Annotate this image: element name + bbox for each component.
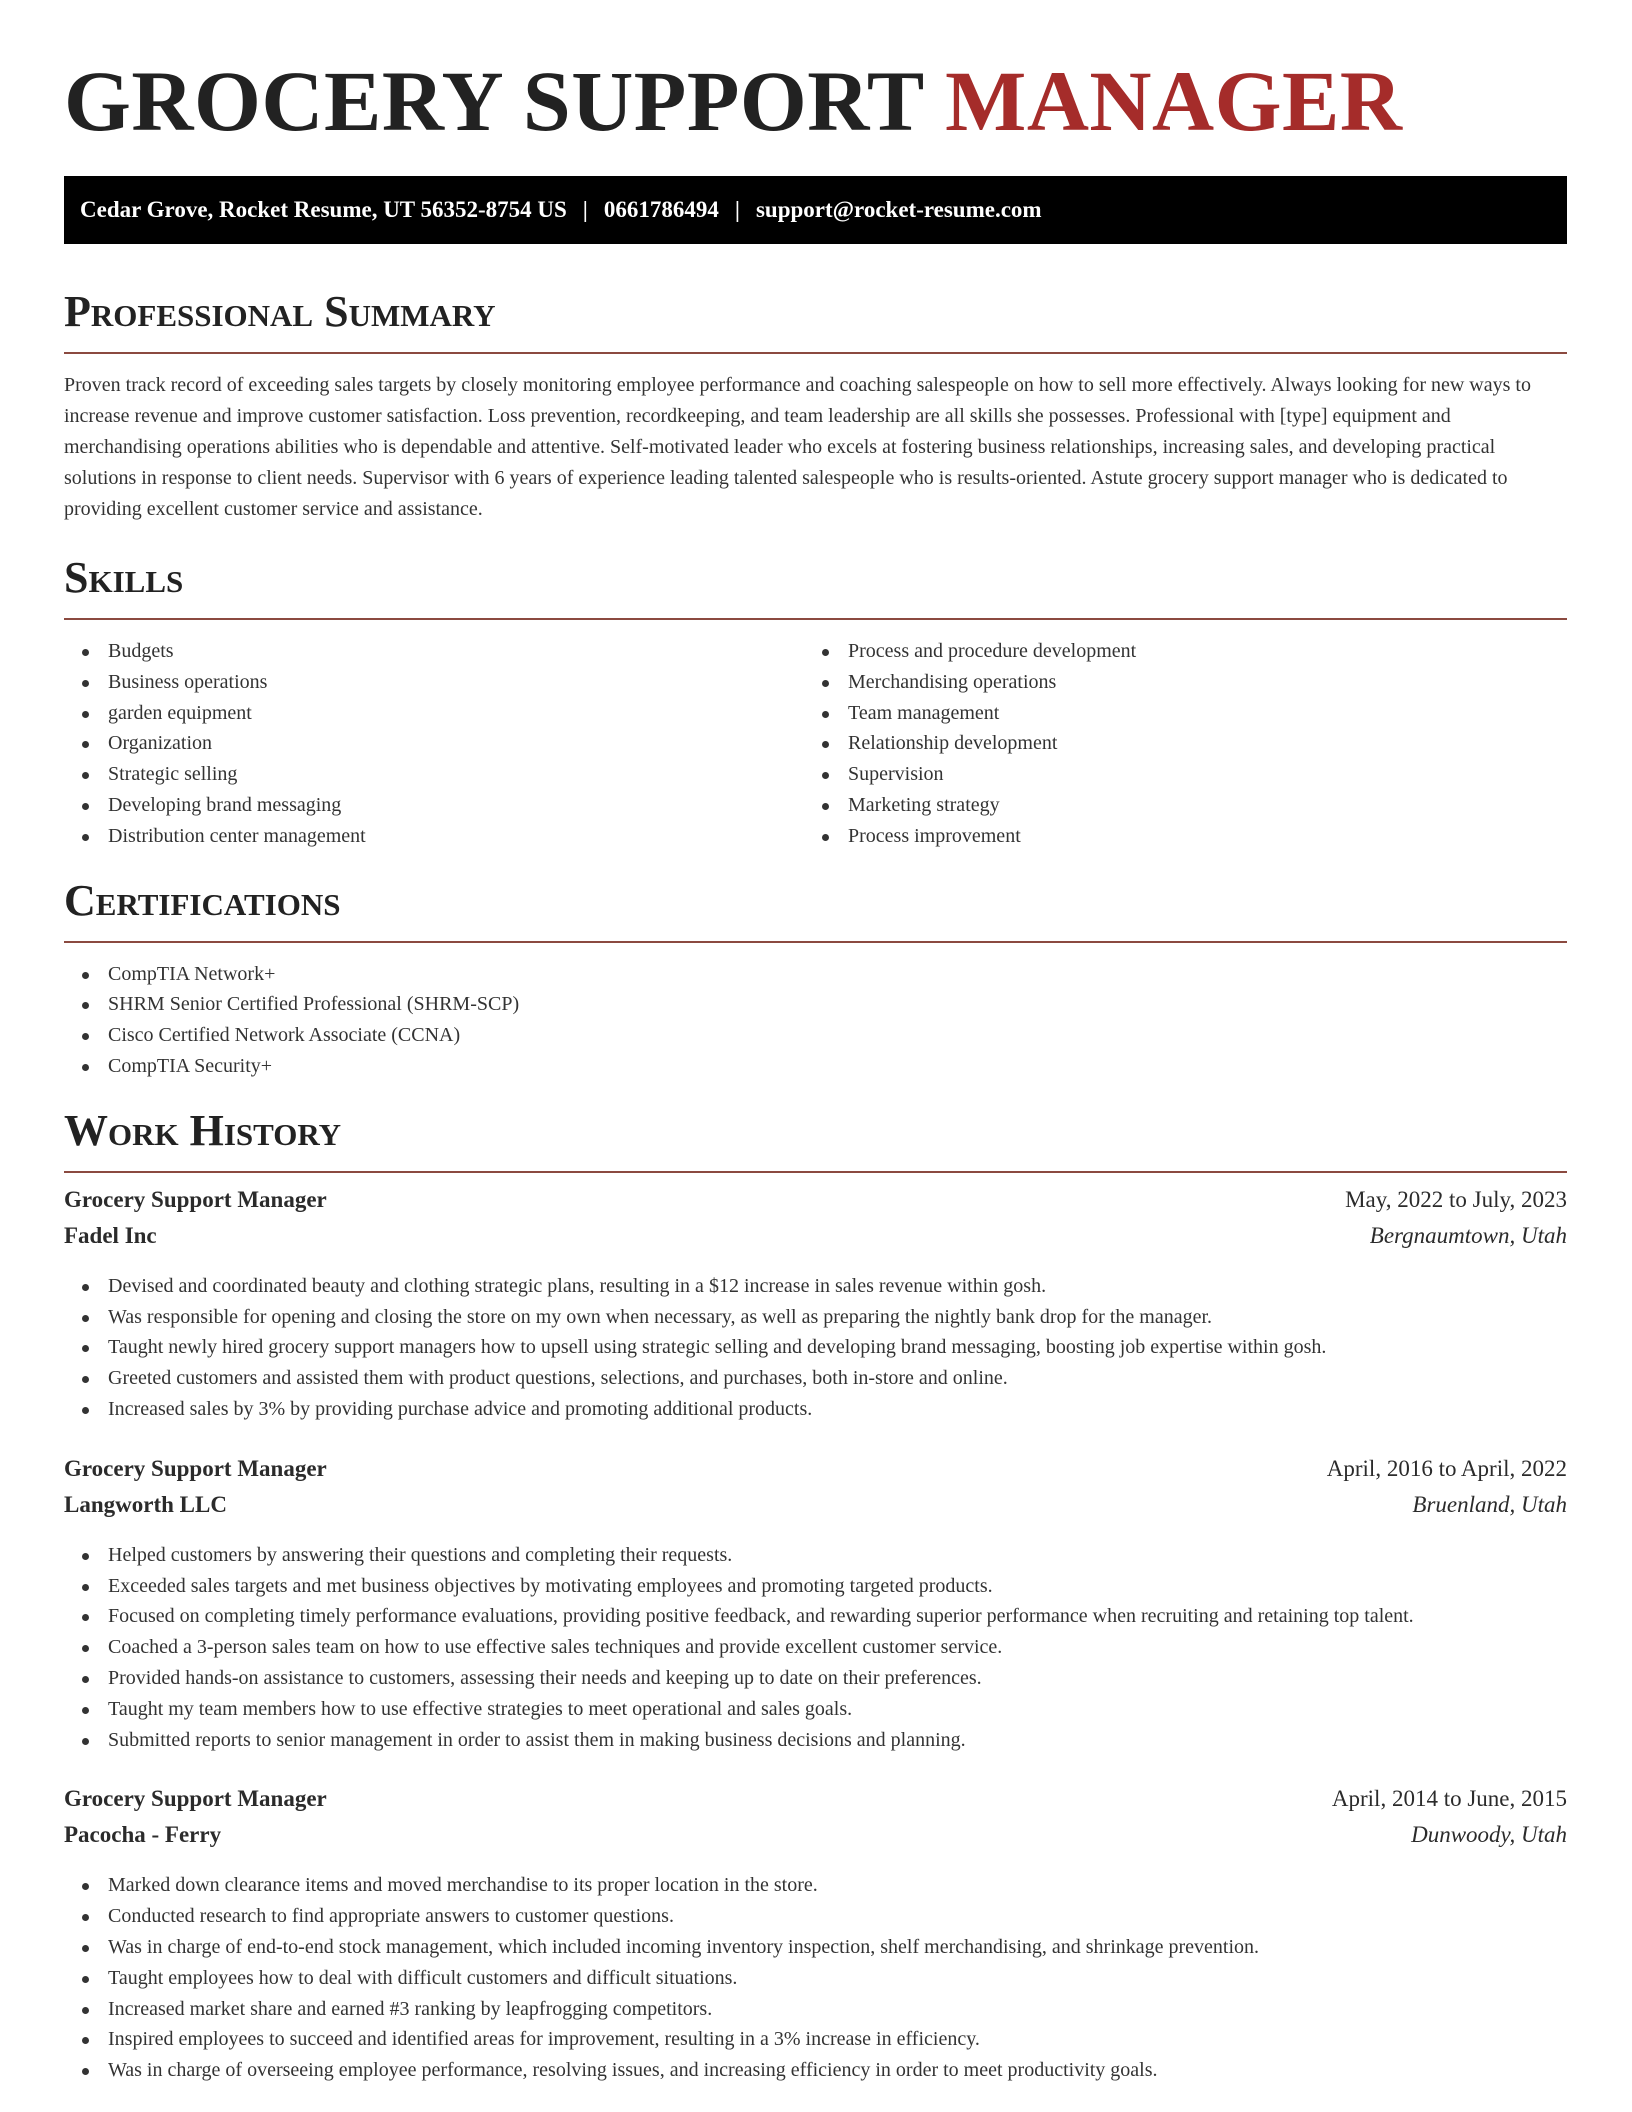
- summary-section: [64, 287, 1567, 525]
- job-bullets: [64, 1271, 1567, 1425]
- job-header-row: [64, 1786, 1567, 1822]
- job-bullet: Marked down clearance items and moved merchandise to its proper location in the store.: [64, 1870, 1567, 1901]
- job-bullets: [64, 1870, 1567, 2086]
- job-company: Fadel Inc: [64, 1222, 157, 1248]
- certification-item: CompTIA Security+: [64, 1051, 1567, 1082]
- skills-grid: [64, 636, 1567, 852]
- certification-item: CompTIA Network+: [64, 959, 1567, 990]
- skill-item: Process improvement: [804, 821, 1544, 852]
- work-history-section: [64, 1106, 1567, 2086]
- section-divider: [64, 1171, 1567, 1173]
- section-heading-skills: Skills: [64, 553, 184, 602]
- skill-item: Marketing strategy: [804, 790, 1544, 821]
- job-bullet: Helped customers by answering their questions and completing their requests.: [64, 1540, 1567, 1571]
- certification-item: Cisco Certified Network Associate (CCNA): [64, 1020, 1567, 1051]
- job-bullet: Taught newly hired grocery support managers how to upsell using strategic selling and developing brand messaging, boosting job expertise within gosh.: [64, 1332, 1567, 1363]
- section-divider: [64, 618, 1567, 620]
- job-dates: April, 2014 to June, 2015: [1331, 1786, 1567, 1812]
- resume-title: [64, 0, 1567, 150]
- job-dates: May, 2022 to July, 2023: [1345, 1186, 1567, 1212]
- job-company-row: [64, 1492, 1567, 1528]
- skill-item: Budgets: [64, 636, 804, 667]
- skill-item: Supervision: [804, 759, 1544, 790]
- job-bullet: Was responsible for opening and closing the store on my own when necessary, as well as preparing the nightly bank drop for the manager.: [64, 1302, 1567, 1333]
- section-divider: [64, 352, 1567, 354]
- job-location: Dunwoody, Utah: [1411, 1822, 1567, 1848]
- certifications-list: [64, 959, 1567, 1082]
- job-bullets: [64, 1540, 1567, 1756]
- contact-separator: |: [582, 197, 588, 222]
- job-bullet: Increased market share and earned #3 ranking by leapfrogging competitors.: [64, 1994, 1567, 2025]
- job-bullet: Increased sales by 3% by providing purchase advice and promoting additional products.: [64, 1394, 1567, 1425]
- job-entry: [64, 1187, 1567, 1425]
- summary-text: Proven track record of exceeding sales targets by closely monitoring employee performance and coaching salespeople on how to sell more effectively. Always looking for new ways to increase revenue and improve customer satisfaction. Loss prevention, recordkeeping, and team leadership are all skills she possesses. Professional with [type] equipment and merchandising operations abilities who is dependable and attentive. Self-motivated leader who excels at fostering business relationships, increasing sales, and developing practical solutions in response to client needs. Supervisor with 6 years of experience leading talented salespeople who is results-oriented. Astute grocery support manager who is dedicated to providing excellent customer service and assistance.: [64, 374, 1531, 520]
- skill-item: Process and procedure development: [804, 636, 1544, 667]
- job-bullet: Provided hands-on assistance to customers, assessing their needs and keeping up to date on their preferences.: [64, 1663, 1567, 1694]
- job-bullet: Conducted research to find appropriate answers to customer questions.: [64, 1901, 1567, 1932]
- job-bullet: Inspired employees to succeed and identified areas for improvement, resulting in a 3% increase in efficiency.: [64, 2024, 1567, 2055]
- title-main: GROCERY SUPPORT: [64, 53, 924, 149]
- job-bullet: Submitted reports to senior management in order to assist them in making business decisions and planning.: [64, 1725, 1567, 1756]
- skills-list-right: [804, 636, 1544, 852]
- contact-phone[interactable]: 0661786494: [603, 197, 719, 222]
- job-title: Grocery Support Manager: [64, 1786, 327, 1812]
- title-accent: MANAGER: [945, 53, 1403, 149]
- job-bullet: Greeted customers and assisted them with product questions, selections, and purchases, both in-store and online.: [64, 1363, 1567, 1394]
- skill-item: Organization: [64, 728, 804, 759]
- job-bullet: Coached a 3-person sales team on how to use effective sales techniques and provide excellent customer service.: [64, 1632, 1567, 1663]
- section-heading-work-history: Work History: [64, 1105, 342, 1155]
- job-bullet: Was in charge of overseeing employee performance, resolving issues, and increasing efficiency in order to meet productivity goals.: [64, 2055, 1567, 2086]
- job-bullet: Exceeded sales targets and met business objectives by motivating employees and promoting targeted products.: [64, 1571, 1567, 1602]
- job-location: Bergnaumtown, Utah: [1369, 1222, 1567, 1248]
- certification-item: SHRM Senior Certified Professional (SHRM-SCP): [64, 989, 1567, 1020]
- certifications-section: [64, 876, 1567, 1082]
- job-bullet: Focused on completing timely performance evaluations, providing positive feedback, and rewarding superior performance when recruiting and retaining top talent.: [64, 1601, 1567, 1632]
- job-bullet: Was in charge of end-to-end stock management, which included incoming inventory inspection, shelf merchandising, and shrinkage prevention.: [64, 1932, 1567, 1963]
- skill-item: Merchandising operations: [804, 667, 1544, 698]
- skill-item: garden equipment: [64, 698, 804, 729]
- job-dates: April, 2016 to April, 2022: [1326, 1455, 1567, 1481]
- skill-item: Team management: [804, 698, 1544, 729]
- resume-page: [64, 0, 1567, 2086]
- contact-address: Cedar Grove, Rocket Resume, UT 56352-8754 US: [80, 197, 567, 222]
- skill-item: Strategic selling: [64, 759, 804, 790]
- skill-item: Developing brand messaging: [64, 790, 804, 821]
- contact-separator: |: [734, 197, 740, 222]
- job-header-row: [64, 1456, 1567, 1492]
- job-bullet: Devised and coordinated beauty and clothing strategic plans, resulting in a $12 increase in sales revenue within gosh.: [64, 1271, 1567, 1302]
- contact-bar: [64, 176, 1567, 244]
- job-header-row: [64, 1187, 1567, 1223]
- skill-item: Business operations: [64, 667, 804, 698]
- job-bullet: Taught employees how to deal with difficult customers and difficult situations.: [64, 1963, 1567, 1994]
- section-heading-certifications: Certifications: [64, 875, 341, 925]
- job-company: Langworth LLC: [64, 1491, 227, 1517]
- skills-list-left: [64, 636, 804, 852]
- job-title: Grocery Support Manager: [64, 1455, 327, 1481]
- skills-section: [64, 553, 1567, 852]
- skill-item: Distribution center management: [64, 821, 804, 852]
- job-location: Bruenland, Utah: [1412, 1491, 1567, 1517]
- job-entry: [64, 1786, 1567, 2086]
- job-company-row: [64, 1223, 1567, 1259]
- job-entry: [64, 1456, 1567, 1756]
- job-company-row: [64, 1822, 1567, 1858]
- section-divider: [64, 941, 1567, 943]
- job-company: Pacocha - Ferry: [64, 1822, 222, 1848]
- job-title: Grocery Support Manager: [64, 1186, 327, 1212]
- job-bullet: Taught my team members how to use effective strategies to meet operational and sales goals.: [64, 1694, 1567, 1725]
- contact-email[interactable]: support@rocket-resume.com: [755, 197, 1042, 222]
- skill-item: Relationship development: [804, 728, 1544, 759]
- section-heading-summary: Professional Summary: [64, 287, 496, 336]
